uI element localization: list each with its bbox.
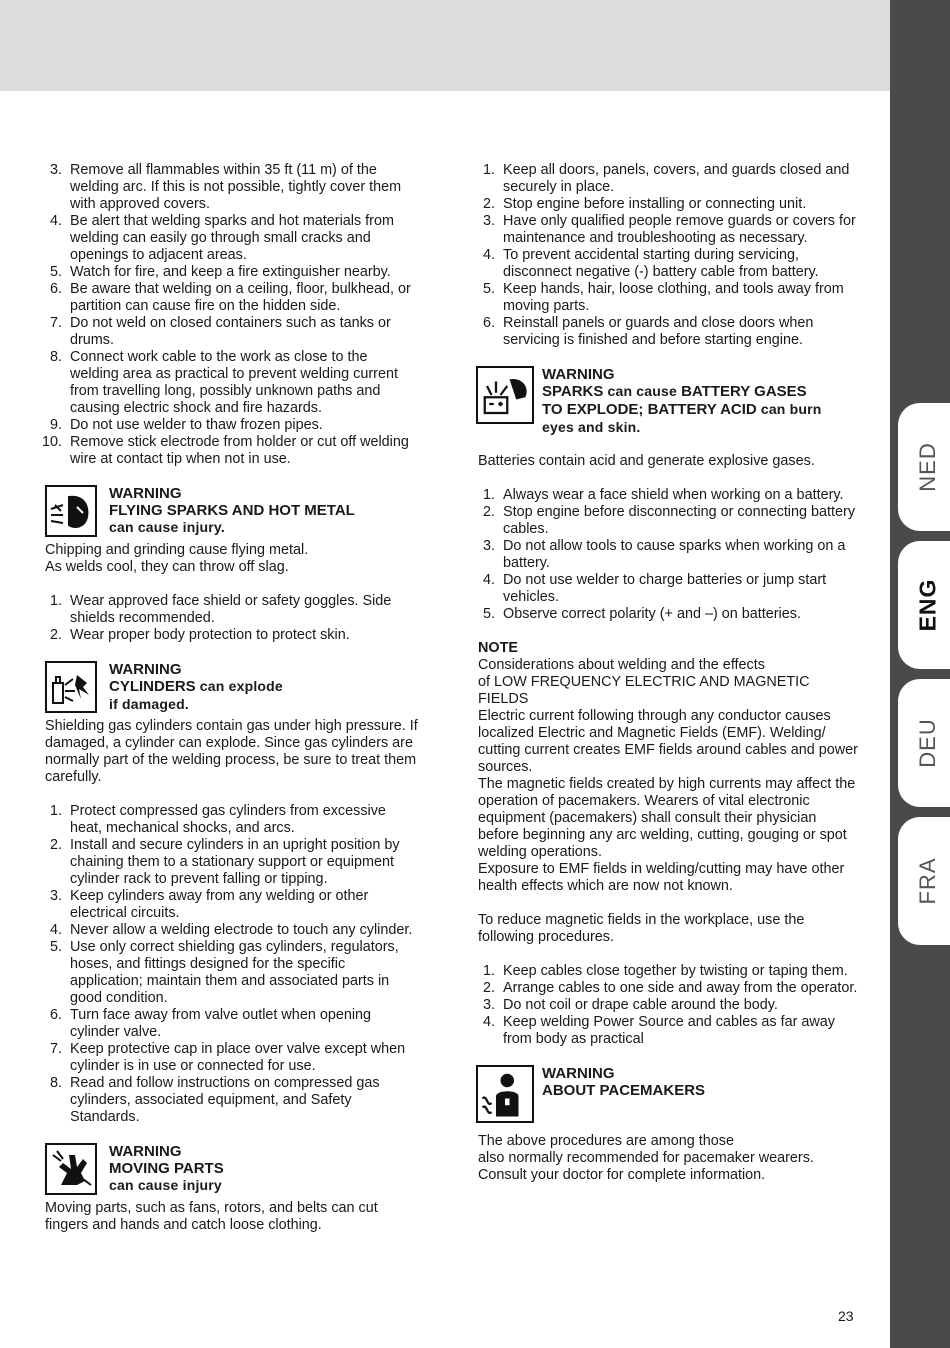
warning-title: FLYING SPARKS AND HOT METAL — [109, 502, 355, 519]
list-item — [45, 922, 420, 939]
warning-title-part: BATTERY GASES — [681, 383, 807, 400]
list-item-text: Do not coil or drape cable around the body. — [503, 997, 778, 1013]
list-item — [45, 803, 420, 837]
list-item-number: 2. — [49, 837, 62, 853]
paragraph: Exposure to EMF fields in welding/cutting may have other health effects which are now not known. — [478, 861, 845, 894]
warning-title-part: can cause — [603, 383, 682, 399]
list-item-text: Do not use welder to thaw frozen pipes. — [70, 417, 323, 433]
list-item-number: 7. — [49, 1041, 62, 1057]
list-item — [45, 888, 420, 922]
note-title: NOTE — [478, 640, 518, 656]
language-sidebar — [890, 0, 950, 1348]
paragraph: Chipping and grinding cause flying metal. — [45, 542, 309, 558]
paragraph: Consult your doctor for complete information. — [478, 1167, 766, 1183]
face-shield-icon — [45, 485, 97, 537]
list-item-text: Be aware that welding on a ceiling, floor, bulkhead, or partition can cause fire on the hidden side. — [70, 281, 411, 314]
list-item-number: 8. — [49, 349, 62, 365]
warning-title-part: TO EXPLODE; BATTERY ACID — [542, 401, 757, 418]
list-item-number: 3. — [49, 162, 62, 178]
list-item-text: Stop engine before installing or connecting unit. — [503, 196, 807, 212]
list-item-number: 1. — [482, 963, 495, 979]
list-item-number: 4. — [49, 213, 62, 229]
list-item-number: 3. — [482, 997, 495, 1013]
list-item — [478, 315, 858, 349]
list-item-text: Be alert that welding sparks and hot materials from welding can easily go through small cracks and openings to adjacent areas. — [70, 213, 394, 263]
list-item-number: 5. — [482, 281, 495, 297]
list-item-number: 1. — [49, 593, 62, 609]
warning-title: CYLINDERS — [109, 678, 196, 695]
fire-prevention-list — [41, 162, 420, 468]
warning-flying-sparks — [45, 485, 420, 542]
paragraph: The magnetic fields created by high currents may affect the operation of pacemakers. Wearers of vital electronic equipment (pacemakers) shall consult their physician before beginning any arc welding, cutting, gouging or spot welding operations. — [478, 776, 856, 860]
list-item-number: 2. — [49, 627, 62, 643]
paragraph: Moving parts, such as fans, rotors, and belts can cut fingers and hands and catch loose clothing. — [45, 1200, 378, 1233]
list-item-text: Keep cables close together by twisting or taping them. — [503, 963, 848, 979]
tab-eng[interactable] — [898, 541, 950, 669]
paragraph: also normally recommended for pacemaker wearers. — [478, 1150, 814, 1166]
battery-explosion-icon — [476, 366, 534, 424]
list-item-number: 1. — [482, 162, 495, 178]
warning-title: ABOUT PACEMAKERS — [542, 1082, 706, 1099]
list-item-text: Wear approved face shield or safety goggles. Side shields recommended. — [70, 593, 392, 626]
list-item-number: 6. — [482, 315, 495, 331]
list-item — [45, 213, 420, 264]
face-protection-list — [45, 593, 420, 644]
warning-title-part: can burn — [756, 401, 822, 417]
list-item-number: 3. — [482, 213, 495, 229]
moving-parts-hand-icon — [45, 1143, 97, 1195]
list-item-number: 4. — [482, 1014, 495, 1030]
list-item-number: 10. — [41, 434, 62, 450]
list-item-text: Always wear a face shield when working on a battery. — [503, 487, 844, 503]
list-item — [45, 162, 420, 213]
gas-cylinder-icon — [45, 661, 97, 713]
list-item-number: 3. — [49, 888, 62, 904]
paragraph: As welds cool, they can throw off slag. — [45, 559, 289, 575]
list-item-text: Do not weld on closed containers such as tanks or drums. — [70, 315, 391, 348]
list-item-number: 3. — [482, 538, 495, 554]
list-item-number: 2. — [482, 504, 495, 520]
warning-title-suffix: can explode — [195, 678, 283, 694]
list-item-number: 8. — [49, 1075, 62, 1091]
tab-label: DEU — [915, 718, 940, 768]
list-item-text: Stop engine before disconnecting or connecting battery cables. — [503, 504, 856, 537]
list-item — [478, 196, 858, 213]
list-item-text: Install and secure cylinders in an upright position by chaining them to a stationary support or equipment cylinder rack to prevent falling or tipping. — [70, 837, 400, 887]
list-item-text: Wear proper body protection to protect skin. — [70, 627, 350, 643]
list-item — [45, 627, 420, 644]
warning-heading: WARNING — [109, 485, 182, 502]
list-item — [478, 213, 858, 247]
cylinder-safety-list — [45, 803, 420, 1126]
list-item — [478, 162, 858, 196]
list-item-text: Read and follow instructions on compressed gas cylinders, associated equipment, and Safety Standards. — [70, 1075, 380, 1125]
list-item-number: 1. — [482, 487, 495, 503]
list-item-text: Turn face away from valve outlet when opening cylinder valve. — [70, 1007, 372, 1040]
list-item — [45, 315, 420, 349]
list-item-text: Keep hands, hair, loose clothing, and tools away from moving parts. — [503, 281, 844, 314]
list-item-text: Keep cylinders away from any welding or other electrical circuits. — [70, 888, 369, 921]
tab-deu[interactable] — [898, 679, 950, 807]
emf-procedures-list — [478, 963, 858, 1048]
list-item — [45, 1007, 420, 1041]
list-item-number: 5. — [482, 606, 495, 622]
tab-fra[interactable] — [898, 817, 950, 945]
list-item — [478, 504, 858, 538]
list-item-number: 4. — [482, 572, 495, 588]
list-item — [45, 939, 420, 1007]
list-item-text: Keep all doors, panels, covers, and guards closed and securely in place. — [503, 162, 850, 195]
list-item-text: Use only correct shielding gas cylinders, regulators, hoses, and fittings designed for the specific application; maintain them and associated parts in good condition. — [70, 939, 399, 1006]
list-item — [45, 593, 420, 627]
warning-cylinders — [45, 661, 420, 718]
warning-heading: WARNING — [542, 366, 615, 383]
list-item-number: 2. — [482, 980, 495, 996]
list-item-number: 7. — [49, 315, 62, 331]
list-item — [41, 434, 420, 468]
list-item-number: 5. — [49, 939, 62, 955]
warning-subtitle: can cause injury. — [109, 519, 225, 535]
list-item-number: 6. — [49, 1007, 62, 1023]
tab-ned[interactable] — [898, 403, 950, 531]
list-item-text: Arrange cables to one side and away from the operator. — [503, 980, 858, 996]
list-item-text: Connect work cable to the work as close to the welding area as practical to prevent welding current from travelling long, possibly unknown paths and causing electric shock and fire hazards. — [70, 349, 398, 416]
header-band — [0, 0, 890, 91]
list-item — [45, 417, 420, 434]
list-item-text: Have only qualified people remove guards or covers for maintenance and troubleshooting as necessary. — [503, 213, 856, 246]
note-line: Considerations about welding and the effects — [478, 657, 765, 673]
list-item-text: Do not use welder to charge batteries or jump start vehicles. — [503, 572, 827, 605]
list-item-text: Watch for fire, and keep a fire extinguisher nearby. — [70, 264, 391, 280]
warning-subtitle: eyes and skin. — [542, 419, 641, 435]
list-item-number: 2. — [482, 196, 495, 212]
list-item — [45, 1075, 420, 1126]
warning-moving-parts — [45, 1143, 420, 1200]
warning-title: SPARKS — [542, 383, 604, 400]
list-item — [478, 538, 858, 572]
left-column — [41, 162, 420, 1234]
warning-subtitle: can cause injury — [109, 1177, 222, 1193]
tab-label: NED — [915, 442, 940, 492]
battery-safety-list — [478, 487, 858, 623]
list-item — [45, 349, 420, 417]
list-item-text: To prevent accidental starting during servicing, disconnect negative (-) battery cable from battery. — [503, 247, 819, 280]
list-item-number: 5. — [49, 264, 62, 280]
list-item-number: 9. — [49, 417, 62, 433]
list-item — [478, 247, 858, 281]
list-item — [478, 997, 858, 1014]
list-item — [45, 281, 420, 315]
list-item — [478, 1014, 858, 1048]
list-item-text: Protect compressed gas cylinders from excessive heat, mechanical shocks, and arcs. — [70, 803, 386, 836]
list-item-text: Remove all flammables within 35 ft (11 m) of the welding arc. If this is not possible, tightly cover them with approved covers. — [70, 162, 402, 212]
list-item-text: Reinstall panels or guards and close doors when servicing is finished and before starting engine. — [503, 315, 814, 348]
paragraph: The above procedures are among those — [478, 1133, 734, 1149]
list-item — [478, 980, 858, 997]
list-item-text: Remove stick electrode from holder or cut off welding wire at contact tip when not in use. — [70, 434, 409, 467]
pacemaker-person-icon — [476, 1065, 534, 1123]
guards-list — [478, 162, 858, 349]
list-item — [45, 1041, 420, 1075]
warning-title: MOVING PARTS — [109, 1160, 224, 1177]
list-item — [478, 606, 858, 623]
list-item-number: 1. — [49, 803, 62, 819]
list-item — [45, 264, 420, 281]
paragraph: To reduce magnetic fields in the workplace, use the following procedures. — [478, 912, 805, 945]
warning-heading: WARNING — [542, 1065, 615, 1082]
list-item-number: 6. — [49, 281, 62, 297]
warning-heading: WARNING — [109, 1143, 182, 1160]
list-item — [478, 963, 858, 980]
page-number: 23 — [838, 1308, 854, 1324]
right-column — [478, 162, 858, 1184]
list-item-text: Keep welding Power Source and cables as far away from body as practical — [503, 1014, 835, 1047]
list-item — [478, 281, 858, 315]
list-item-number: 4. — [482, 247, 495, 263]
warning-heading: WARNING — [109, 661, 182, 678]
note-line: of LOW FREQUENCY ELECTRIC AND MAGNETIC FIELDS — [478, 674, 810, 707]
list-item — [478, 487, 858, 504]
list-item-text: Observe correct polarity (+ and –) on batteries. — [503, 606, 801, 622]
warning-subtitle: if damaged. — [109, 696, 189, 712]
list-item-text: Never allow a welding electrode to touch any cylinder. — [70, 922, 413, 938]
warning-pacemakers — [478, 1065, 858, 1122]
paragraph: Batteries contain acid and generate explosive gases. — [478, 453, 815, 469]
warning-battery — [478, 366, 858, 436]
list-item — [478, 572, 858, 606]
paragraph: Electric current following through any conductor causes localized Electric and Magnetic Fields (EMF). Welding/ cutting current creates EMF fields around cables and power sources. — [478, 708, 858, 775]
paragraph: Shielding gas cylinders contain gas under high pressure. If damaged, a cylinder can explode. Since gas cylinders are normally part of the welding process, be sure to treat them carefully. — [45, 718, 418, 785]
list-item-text: Do not allow tools to cause sparks when working on a battery. — [503, 538, 846, 571]
list-item — [45, 837, 420, 888]
list-item-text: Keep protective cap in place over valve except when cylinder is in use or connected for use. — [70, 1041, 406, 1074]
tab-label: FRA — [915, 857, 940, 905]
tab-label: ENG — [914, 578, 941, 632]
list-item-number: 4. — [49, 922, 62, 938]
